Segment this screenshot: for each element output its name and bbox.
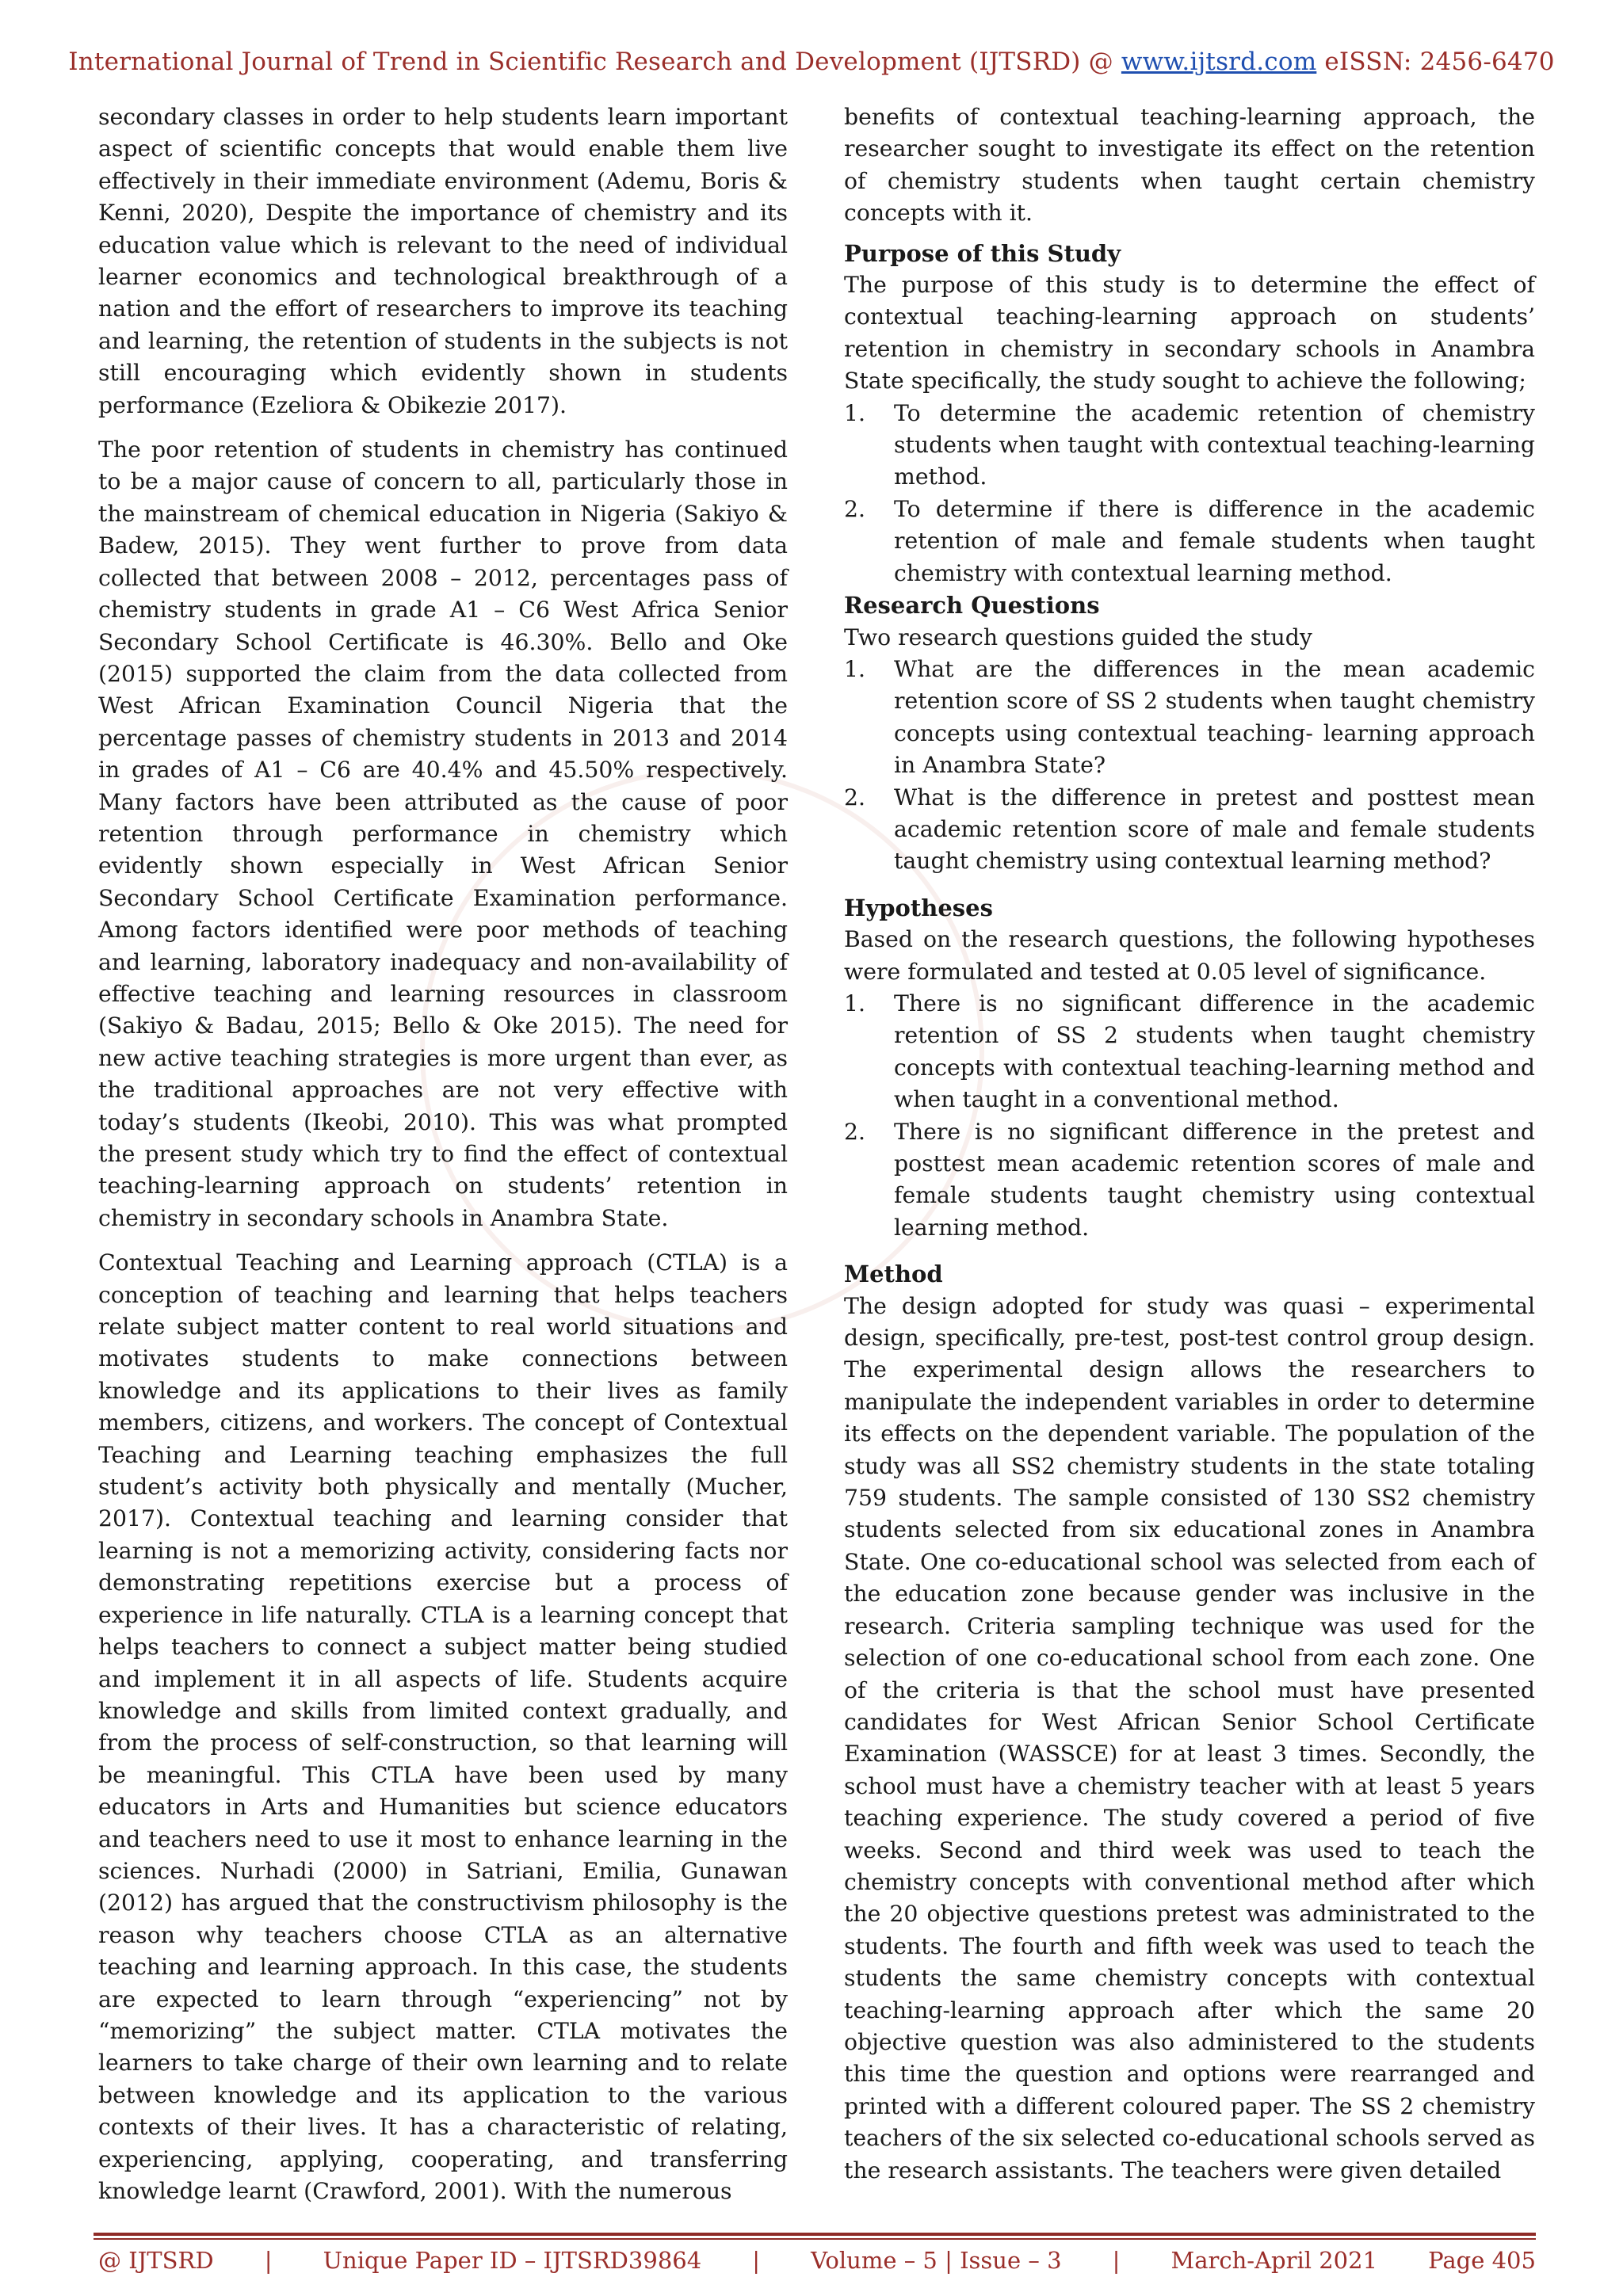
list-number: 1. — [844, 990, 865, 1016]
list-item — [844, 988, 1535, 1116]
right-column — [844, 101, 1535, 2187]
footer-rule — [94, 2233, 1536, 2236]
footer-volume-issue: Volume – 5 | Issue – 3 — [811, 2247, 1062, 2274]
footer-paper-id: Unique Paper ID – IJTSRD39864 — [323, 2247, 702, 2274]
footer-rule-thin — [94, 2238, 1536, 2240]
footer-separator: | — [752, 2247, 761, 2274]
footer-copyright: @ IJTSRD — [98, 2247, 214, 2274]
list-number: 1. — [844, 655, 865, 682]
paragraph: Based on the research questions, the following hypotheses were formulated and tested at 0.05 level of significance. — [844, 926, 1535, 985]
journal-url-link[interactable]: www.ijtsrd.com — [1121, 48, 1317, 76]
running-header — [0, 48, 1623, 76]
list-item — [844, 494, 1535, 589]
paragraph: The poor retention of students in chemistry has continued to be a major cause of concern to all, particularly those in the mainstream of chemical education in Nigeria (Sakiyo & Badew, 2015). They went further to prove from data collected that between 2008 – 2012, percentages pass of chemistry students in grade A1 – C6 West Africa Senior Secondary School Certificate is 46.30%. Bello and Oke (2015) supported the claim from the data collected from West African Examination Council Nigeria that the percentage passes of chemistry students in 2013 and 2014 in grades of A1 – C6 are 40.4% and 45.50% respectively. Many factors have been attributed as the cause of poor retention through performance in chemistry which evidently shown especially in West African Senior Secondary School Certificate Examination performance. Among factors identified were poor methods of teaching and learning, laboratory inadequacy and non-availability of effective teaching and learning resources in classroom (Sakiyo & Badau, 2015; Bello & Oke 2015). The need for new active teaching strategies is more urgent than ever, as the traditional approaches are not very effective with today’s students (Ikeobi, 2010). This was what prompted the present study which try to find the effect of contextual teaching-learning approach on students’ retention in chemistry in secondary schools in Anambra State. — [98, 437, 788, 1231]
list-number: 2. — [844, 1118, 865, 1145]
list-item — [844, 1116, 1535, 1245]
list-text: To determine if there is difference in the academic retention of male and female students when taught chemistry with contextual learning method. — [894, 495, 1535, 586]
issn: eISSN: 2456-6470 — [1316, 48, 1555, 76]
purpose-list — [844, 398, 1535, 589]
section-heading-method: Method — [844, 1261, 943, 1288]
paragraph: Contextual Teaching and Learning approach (CTLA) is a conception of teaching and learning that helps teachers relate subject matter content to real world situations and motivates students to make connections between knowledge and its applications to their lives as family members, citizens, and workers. The concept of Contextual Teaching and Learning teaching emphasizes the full student’s activity both physically and mentally (Mucher, 2017). Contextual teaching and learning consider that learning is not a memorizing activity, considering facts nor demonstrating repetitions exercise but a process of experience in life naturally. CTLA is a learning concept that helps teachers to connect a subject matter being studied and implement it in all aspects of life. Students acquire knowledge and skills from limited context gradually, and from the process of self-construction, so that learning will be meaningful. This CTLA have been used by many educators in Arts and Humanities but science educators and teachers need to use it most to enhance learning in the sciences. Nurhadi (2000) in Satriani, Emilia, Gunawan (2012) has argued that the constructivism philosophy is the reason why teachers choose CTLA as an alternative teaching and learning approach. In this case, the students are expected to learn through “experiencing” not by “memorizing” the subject matter. CTLA motivates the learners to take charge of their own learning and to relate between knowledge and its application to the various contexts of their lives. It has a characteristic of relating, experiencing, applying, cooperating, and transferring knowledge learnt (Crawford, 2001). With the numerous — [98, 1249, 788, 2204]
running-footer — [98, 2247, 1536, 2282]
section-heading-hypotheses: Hypotheses — [844, 894, 993, 921]
list-number: 2. — [844, 495, 865, 522]
list-text: There is no significant difference in the academic retention of SS 2 students when taught chemistry concepts with contextual teaching-learning method and when taught in a conventional method. — [894, 990, 1535, 1113]
footer-date: March-April 2021 — [1170, 2247, 1378, 2274]
section-heading-research-questions: Research Questions — [844, 592, 1100, 620]
hypotheses-list — [844, 988, 1535, 1244]
list-text: What is the difference in pretest and posttest mean academic retention score of male and female students taught chemistry using contextual learning method? — [894, 784, 1535, 875]
paragraph: secondary classes in order to help students learn important aspect of scientific concepts that would enable them live effectively in their immediate environment (Ademu, Boris & Kenni, 2020), Despite the importance of chemistry and its education value which is relevant to the need of individual learner economics and technological breakthrough of a nation and the effort of researchers to improve its teaching and learning, the retention of students in the subjects is not still encouraging which evidently shown in students performance (Ezeliora & Obikezie 2017). — [98, 104, 788, 418]
footer-page-number: Page 405 — [1428, 2247, 1536, 2274]
footer-separator: | — [1112, 2247, 1121, 2274]
footer-separator: | — [264, 2247, 273, 2274]
paragraph: benefits of contextual teaching-learning approach, the researcher sought to investigate its effect on the retention of chemistry students when taught certain chemistry concepts with it. — [844, 104, 1535, 227]
list-item — [844, 398, 1535, 494]
list-text: To determine the academic retention of chemistry students when taught with contextual teaching-learning method. — [894, 399, 1535, 490]
list-number: 1. — [844, 399, 865, 426]
research-questions-list — [844, 654, 1535, 878]
paragraph: The purpose of this study is to determine the effect of contextual teaching-learning approach on students’ retention in chemistry in secondary schools in Anambra State specifically, the study sought to achieve the following; — [844, 272, 1535, 395]
left-column — [98, 101, 788, 2207]
list-number: 2. — [844, 784, 865, 810]
list-text: What are the differences in the mean academic retention score of SS 2 students when taught chemistry concepts using contextual teaching- learning approach in Anambra State? — [894, 655, 1535, 779]
list-item — [844, 782, 1535, 878]
list-text: There is no significant difference in the pretest and posttest mean academic retention scores of male and female students taught chemistry using contextual learning method. — [894, 1118, 1535, 1241]
journal-name: International Journal of Trend in Scientific Research and Development (IJTSRD) @ — [68, 48, 1121, 76]
section-heading-purpose: Purpose of this Study — [844, 239, 1121, 267]
list-item — [844, 654, 1535, 782]
paragraph: The design adopted for study was quasi – experimental design, specifically, pre-test, post-test control group design. The experimental design allows the researchers to manipulate the independent variables in order to determine its effects on the dependent variable. The population of the study was all SS2 chemistry students in the state totaling 759 students. The sample consisted of 130 SS2 chemistry students selected from six educational zones in Anambra State. One co-educational school was selected from each of the education zone because gender was inclusive in the research. Criteria sampling technique was used for the selection of one co-educational school from each zone. One of the criteria is that the school must have presented candidates for West African Senior School Certificate Examination (WASSCE) for at least 3 times. Secondly, the school must have a chemistry teacher with at least 5 years teaching experience. The study covered a period of five weeks. Second and third week was used to teach the chemistry concepts with conventional method after which the 20 objective questions pretest was administrated to the students. The fourth and fifth week was used to teach the students the same chemistry concepts with contextual teaching-learning approach after which the same 20 objective question was also administered to the students this time the question and options were rearranged and printed with a different coloured paper. The SS 2 chemistry teachers of the six selected co-educational schools served as the research assistants. The teachers were given detailed — [844, 1292, 1535, 2183]
paragraph: Two research questions guided the study — [844, 624, 1312, 650]
